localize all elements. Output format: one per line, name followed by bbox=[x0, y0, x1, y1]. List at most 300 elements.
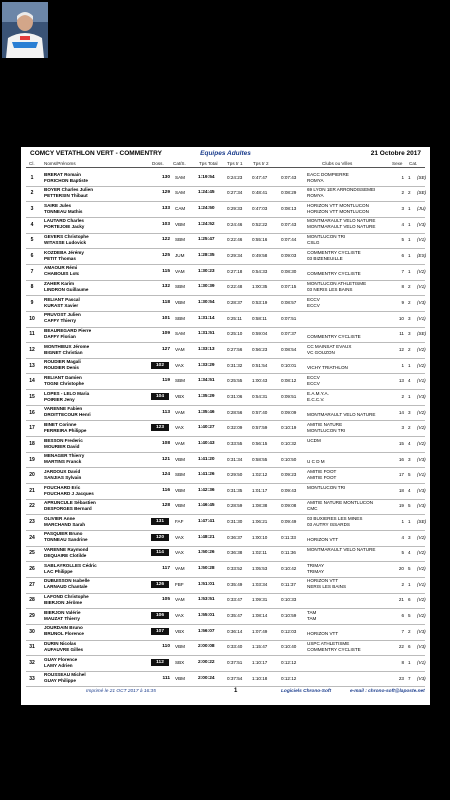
time-leg-1: 0:36:38 bbox=[227, 550, 243, 556]
club-name: USPC ATHLETISME bbox=[307, 641, 350, 646]
bib-number: 132 bbox=[161, 284, 170, 290]
rank-by-sex: 11 bbox=[399, 331, 404, 337]
age-category: (V2) bbox=[417, 597, 426, 603]
bib-number: 109 bbox=[161, 331, 170, 337]
total-time: 1:24:52 bbox=[198, 221, 215, 227]
table-row bbox=[26, 452, 425, 468]
time-leg-1: 0:29:33 bbox=[227, 206, 243, 212]
rank-by-category: 1 bbox=[408, 581, 411, 587]
total-time: 1:47:41 bbox=[198, 519, 215, 525]
rank: 17 bbox=[29, 425, 35, 432]
club-name: ROMYA bbox=[307, 193, 324, 199]
rank: 14 bbox=[29, 378, 35, 385]
category: VBX bbox=[175, 628, 185, 634]
athlete-name: BIERJON Jérôme bbox=[44, 600, 83, 606]
rank-by-sex: 8 bbox=[401, 284, 404, 290]
athlete-name: POIRIER Jeny bbox=[44, 396, 75, 402]
time-leg-2: 1:00:35 bbox=[252, 284, 268, 290]
total-time: 1:19:54 bbox=[198, 174, 215, 180]
team-names bbox=[44, 297, 80, 309]
rank: 3 bbox=[30, 206, 34, 213]
team-names bbox=[44, 625, 84, 637]
team-names bbox=[44, 406, 91, 418]
bib-number: 102 bbox=[151, 362, 169, 369]
team-clubs bbox=[307, 359, 348, 371]
time-leg-1: 0:28:59 bbox=[227, 503, 243, 509]
rank-by-category: 2 bbox=[408, 628, 411, 634]
table-row bbox=[26, 436, 425, 452]
age-category: (V1) bbox=[417, 315, 426, 321]
category: SAM bbox=[175, 174, 185, 180]
rank-by-sex: 6 bbox=[401, 613, 404, 618]
category: VBM bbox=[175, 675, 185, 681]
team-clubs bbox=[307, 187, 375, 199]
bib-number: 118 bbox=[162, 300, 170, 305]
time-leg-3: 0:09:09 bbox=[281, 409, 297, 415]
athlete-name: PRUVOST Julien bbox=[44, 312, 81, 318]
club-name: AMITIE FOOT bbox=[307, 474, 337, 480]
athlete-name: MARCHAND Sarah bbox=[44, 521, 86, 527]
table-row bbox=[26, 170, 425, 186]
rank: 23 bbox=[29, 519, 35, 526]
category: VAM bbox=[175, 268, 185, 274]
time-leg-2: 1:02:12 bbox=[252, 472, 268, 478]
team-names bbox=[44, 312, 81, 324]
total-time: 1:35:29 bbox=[198, 393, 215, 399]
athlete-name: RELIANT Damien bbox=[44, 374, 82, 380]
category: SBM bbox=[175, 284, 185, 290]
athlete-name: PASQUIER Bruno bbox=[44, 531, 83, 537]
athlete-name: BINET Corinne bbox=[44, 421, 77, 427]
time-leg-3: 0:07:37 bbox=[281, 331, 297, 337]
bib-number: 120 bbox=[151, 534, 169, 541]
team-clubs bbox=[307, 234, 345, 246]
time-leg-1: 0:35:47 bbox=[227, 613, 243, 618]
bib-number: 133 bbox=[161, 206, 170, 212]
race-date: 21 Octobre 2017 bbox=[370, 150, 421, 157]
club-name: 03 BUXIERES LES MINES bbox=[307, 515, 363, 521]
age-category: (V3) bbox=[417, 628, 426, 634]
time-leg-2: 0:56:15 bbox=[252, 440, 268, 446]
rank: 21 bbox=[29, 487, 35, 494]
age-category: (V3) bbox=[417, 487, 426, 493]
age-category: (V1) bbox=[417, 472, 426, 478]
team-clubs bbox=[307, 531, 338, 543]
total-time: 1:31:51 bbox=[198, 331, 215, 337]
team-clubs bbox=[307, 328, 361, 340]
time-leg-2: 0:59:04 bbox=[252, 331, 268, 337]
team-clubs bbox=[307, 203, 369, 215]
age-category: (V1) bbox=[417, 378, 426, 384]
col-cat: Cat/S. bbox=[173, 161, 186, 166]
rank-by-category: 5 bbox=[408, 503, 411, 509]
total-time: 1:41:20 bbox=[198, 456, 215, 462]
athlete-name: VARENNE Raymond bbox=[44, 547, 89, 553]
time-leg-1: 0:37:54 bbox=[227, 675, 243, 681]
rank-by-category: 1 bbox=[408, 362, 411, 368]
club-name bbox=[307, 444, 321, 450]
age-category: (SE) bbox=[417, 519, 427, 525]
category: VBM bbox=[175, 221, 185, 227]
bib-number: 104 bbox=[151, 393, 169, 400]
club-name: ECCV bbox=[307, 380, 320, 386]
athlete-name: BIGNET Christian bbox=[44, 349, 83, 355]
athlete-name: MAUZAT Thierry bbox=[44, 615, 80, 621]
age-category: (V3) bbox=[417, 675, 426, 681]
table-row bbox=[26, 546, 425, 562]
time-leg-3: 0:08:57 bbox=[281, 300, 297, 305]
athlete-name: GEVERS Christophe bbox=[44, 234, 89, 240]
age-category: (V3) bbox=[417, 503, 426, 509]
athlete-name: DAFFY Florian bbox=[44, 334, 76, 339]
athlete-name: DURIN Nicolas bbox=[44, 641, 77, 646]
rank-by-sex: 21 bbox=[398, 597, 404, 603]
rank: 15 bbox=[29, 393, 35, 400]
bib-number: 126 bbox=[151, 581, 169, 588]
team-clubs bbox=[307, 172, 349, 184]
rank: 10 bbox=[29, 315, 35, 322]
time-leg-2: 0:58:55 bbox=[252, 456, 268, 462]
club-name: HORIZON VTT bbox=[307, 537, 339, 543]
category-title: Equipes Adultes bbox=[200, 150, 251, 157]
team-names bbox=[44, 187, 93, 199]
rank-by-category: 3 bbox=[408, 456, 411, 462]
bib-number: 114 bbox=[151, 549, 169, 556]
time-leg-2: 0:56:23 bbox=[252, 346, 268, 352]
category: JUM bbox=[175, 253, 185, 259]
age-category: (V2) bbox=[417, 566, 426, 572]
page-number: 1 bbox=[234, 688, 238, 694]
rank-by-category: 3 bbox=[408, 534, 411, 540]
time-leg-1: 0:22:48 bbox=[227, 284, 243, 290]
rank-by-sex: 6 bbox=[401, 253, 404, 259]
team-names bbox=[44, 610, 81, 622]
time-leg-2: 0:54:33 bbox=[252, 268, 268, 274]
total-time: 1:48:21 bbox=[198, 534, 215, 540]
age-category: (V1) bbox=[417, 284, 426, 290]
athlete-name: SAIRE Jules bbox=[44, 202, 72, 208]
rank-by-sex: 12 bbox=[398, 346, 404, 352]
rank-by-sex: 1 bbox=[401, 362, 404, 368]
time-leg-3: 0:10:42 bbox=[281, 566, 297, 572]
table-row bbox=[26, 483, 425, 499]
team-names bbox=[44, 578, 90, 590]
team-names bbox=[44, 500, 96, 512]
team-names bbox=[44, 422, 86, 434]
team-clubs bbox=[307, 625, 338, 637]
rank-by-sex: 18 bbox=[398, 487, 404, 493]
rank-by-sex: 10 bbox=[398, 315, 404, 321]
bib-number: 119 bbox=[162, 378, 170, 384]
col-t2: Tps tr 2 bbox=[253, 161, 269, 166]
category: VAX bbox=[175, 550, 184, 556]
rank-by-category: 5 bbox=[408, 613, 411, 618]
club-name: 03 BIZENEUILLE bbox=[307, 255, 343, 261]
category: SBM bbox=[175, 378, 185, 384]
rank-by-category: 2 bbox=[408, 284, 411, 290]
team-names bbox=[44, 203, 82, 215]
rank-by-category: 3 bbox=[408, 315, 411, 321]
rank-by-sex: 23 bbox=[398, 675, 404, 681]
athlete-name: LOPES - LELO Maria bbox=[44, 390, 90, 396]
athlete-name: SANJIAS Sylvain bbox=[44, 474, 82, 480]
time-leg-3: 0:11:33 bbox=[281, 534, 296, 540]
rank-by-sex: 16 bbox=[398, 456, 404, 462]
rank-by-category: 4 bbox=[408, 487, 411, 493]
time-leg-3: 0:12:03 bbox=[281, 628, 297, 634]
rank-by-sex: 19 bbox=[398, 503, 404, 509]
total-time: 1:40:43 bbox=[198, 440, 215, 446]
athlete-name: AUFAUVRE Gilles bbox=[44, 647, 84, 652]
category: VAM bbox=[175, 346, 185, 352]
time-leg-3: 0:11:36 bbox=[281, 550, 296, 556]
rank: 9 bbox=[30, 300, 34, 306]
rank-by-sex: 5 bbox=[401, 237, 404, 243]
results-document bbox=[21, 147, 430, 705]
age-category: (V3) bbox=[417, 644, 426, 650]
age-category: (V2) bbox=[417, 268, 426, 274]
rank-by-category: 1 bbox=[408, 519, 411, 525]
rank: 13 bbox=[29, 362, 35, 369]
team-names bbox=[44, 657, 77, 669]
time-leg-2: 1:03:34 bbox=[252, 581, 268, 587]
category: VAM bbox=[175, 440, 185, 446]
age-category: (V1) bbox=[417, 237, 426, 243]
table-row bbox=[26, 593, 425, 609]
time-leg-3: 0:10:59 bbox=[281, 613, 297, 618]
time-leg-1: 0:27:56 bbox=[227, 346, 243, 352]
club-name: TAM bbox=[307, 615, 317, 621]
category: FAF bbox=[175, 519, 184, 525]
athlete-name: LAUTARD Charles bbox=[44, 218, 84, 224]
rank-by-category: 1 bbox=[408, 237, 411, 243]
rank-by-sex: 7 bbox=[401, 268, 404, 274]
athlete-name: ROUSSEAU Michel bbox=[44, 672, 86, 678]
time-leg-1: 0:32:09 bbox=[227, 425, 243, 431]
table-row bbox=[26, 624, 425, 640]
rank: 32 bbox=[29, 659, 35, 666]
time-leg-2: 1:05:53 bbox=[252, 566, 268, 572]
time-leg-1: 0:24:46 bbox=[227, 221, 243, 227]
club-name: ECCV bbox=[307, 374, 320, 380]
team-clubs bbox=[307, 500, 373, 512]
rank-by-sex: 15 bbox=[398, 440, 404, 446]
rank-by-category: 3 bbox=[408, 331, 411, 337]
category: VAM bbox=[175, 566, 185, 572]
team-clubs bbox=[307, 391, 329, 403]
time-leg-1: 0:33:52 bbox=[227, 566, 243, 572]
bib-number: 128 bbox=[161, 503, 170, 509]
athlete-name: LARNAUD Chantale bbox=[44, 584, 88, 590]
table-row bbox=[26, 671, 425, 687]
age-category: (V3) bbox=[417, 456, 426, 462]
time-leg-2: 0:55:16 bbox=[252, 237, 268, 243]
table-row bbox=[26, 233, 425, 249]
table-row bbox=[26, 561, 425, 577]
category: VBM bbox=[175, 300, 185, 305]
rank-by-sex: 3 bbox=[401, 425, 404, 431]
time-leg-3: 0:07:51 bbox=[281, 315, 297, 321]
rank-by-sex: 8 bbox=[401, 659, 404, 665]
table-row bbox=[26, 327, 425, 343]
table-row bbox=[26, 530, 425, 546]
bib-number: 123 bbox=[151, 424, 169, 431]
team-names bbox=[44, 672, 86, 684]
time-leg-2: 1:10:18 bbox=[252, 675, 268, 681]
athlete-name: SABLAYROLLES Cédric bbox=[44, 562, 97, 568]
total-time: 1:25:47 bbox=[198, 237, 215, 243]
athlete-name: JARDOUX David bbox=[44, 468, 81, 474]
rank-by-sex: 2 bbox=[401, 581, 404, 587]
time-leg-2: 1:00:43 bbox=[252, 378, 268, 384]
total-time: 1:35:46 bbox=[198, 409, 215, 415]
category: VAX bbox=[175, 534, 184, 540]
time-leg-1: 0:29:50 bbox=[227, 472, 243, 478]
time-leg-2: 0:53:19 bbox=[252, 300, 268, 305]
bib-number: 101 bbox=[161, 315, 170, 321]
time-leg-2: 0:49:58 bbox=[252, 253, 268, 259]
rank: 30 bbox=[29, 628, 35, 635]
total-time: 2:00:24 bbox=[198, 675, 215, 681]
rank: 20 bbox=[29, 472, 35, 479]
rank: 22 bbox=[29, 503, 35, 510]
team-names bbox=[44, 547, 88, 559]
category: VBM bbox=[175, 644, 185, 650]
club-name: COMMENTRY CYCLISTE bbox=[307, 249, 361, 255]
rank-by-category: 2 bbox=[408, 425, 411, 431]
table-row bbox=[26, 248, 425, 264]
time-leg-3: 0:07:43 bbox=[281, 174, 297, 180]
total-time: 1:24:50 bbox=[198, 206, 215, 212]
category: VAM bbox=[175, 409, 185, 415]
time-leg-3: 0:07:15 bbox=[281, 284, 297, 290]
rank: 27 bbox=[29, 581, 35, 588]
age-category: (JU) bbox=[417, 206, 426, 212]
rank-by-category: 4 bbox=[408, 440, 411, 446]
athlete-name: BOYER Charles Julien bbox=[44, 187, 94, 193]
team-clubs bbox=[307, 406, 375, 418]
athlete-name: PETIT Thomas bbox=[44, 255, 76, 261]
time-leg-2: 1:07:49 bbox=[252, 628, 268, 634]
time-leg-3: 0:10:01 bbox=[281, 362, 297, 368]
time-leg-3: 0:07:43 bbox=[281, 221, 297, 227]
rank-by-sex: 4 bbox=[401, 221, 404, 227]
athlete-name: LAFOND Christophe bbox=[44, 594, 89, 600]
club-name bbox=[307, 491, 345, 497]
athlete-name: LAMY Adrien bbox=[44, 662, 73, 668]
club-name: 03 NERIS LES BAINS bbox=[307, 287, 353, 293]
team-names bbox=[44, 453, 84, 465]
age-category: (V1) bbox=[417, 581, 426, 587]
rank: 16 bbox=[29, 409, 35, 416]
rank: 1 bbox=[30, 174, 34, 181]
team-names bbox=[44, 641, 83, 653]
athlete-name: GUAY Philippe bbox=[44, 678, 76, 684]
athlete-name: MARTINS Franck bbox=[44, 459, 82, 465]
club-name: CSLG bbox=[307, 240, 320, 246]
rank-by-sex: 1 bbox=[401, 174, 404, 180]
bib-number: 125 bbox=[161, 253, 170, 259]
athlete-name: DUBUISSON Isabelle bbox=[44, 578, 90, 584]
time-leg-3: 0:08:29 bbox=[281, 190, 297, 196]
category: SAM bbox=[175, 331, 185, 337]
time-leg-1: 0:25:10 bbox=[227, 331, 243, 337]
athlete-name: DEQUAIRE Clotilde bbox=[44, 553, 87, 559]
team-names bbox=[44, 531, 88, 543]
table-row bbox=[26, 577, 425, 593]
athlete-name: KOZDEBA Jérémy bbox=[44, 249, 84, 255]
athlete-name: TONNEAU Sandrine bbox=[44, 537, 88, 543]
club-name: TAM bbox=[307, 609, 317, 615]
age-category: (V2) bbox=[417, 409, 426, 415]
age-category: (V2) bbox=[417, 425, 426, 431]
col-clas: Cl. bbox=[29, 161, 35, 166]
club-name: MONTMARAULT VELO NATURE bbox=[307, 412, 376, 418]
avatar bbox=[2, 2, 48, 58]
athlete-name: FOUCHARD J Jacques bbox=[44, 490, 94, 496]
club-name: CMC bbox=[307, 506, 318, 512]
athlete-name: BIERJON Valérie bbox=[44, 609, 81, 615]
team-names bbox=[44, 281, 88, 293]
bib-number: 117 bbox=[162, 566, 170, 572]
col-rcat: Cat. bbox=[409, 161, 418, 166]
time-leg-1: 0:25:11 bbox=[227, 315, 242, 321]
total-time: 1:31:14 bbox=[198, 315, 215, 321]
age-category: (V2) bbox=[417, 613, 426, 618]
contact-email: e-mail : chrono-soft@laposte.net bbox=[350, 689, 425, 694]
category: VBM bbox=[175, 456, 185, 462]
rank: 7 bbox=[30, 268, 34, 275]
rank-by-sex: 2 bbox=[401, 190, 404, 196]
team-names bbox=[44, 563, 97, 575]
total-time: 1:30:39 bbox=[198, 284, 215, 290]
category: VAX bbox=[175, 425, 184, 431]
age-category: (V1) bbox=[417, 659, 426, 665]
table-row bbox=[26, 295, 425, 311]
table-row bbox=[26, 311, 425, 327]
table-row bbox=[26, 608, 425, 624]
time-leg-3: 0:12:12 bbox=[281, 659, 297, 665]
club-name: COMMENTRY CYCLISTE bbox=[307, 334, 361, 339]
team-clubs bbox=[307, 563, 324, 575]
time-leg-1: 0:31:06 bbox=[227, 393, 243, 399]
rank-by-sex: 3 bbox=[401, 206, 404, 212]
time-leg-3: 0:10:33 bbox=[281, 597, 297, 603]
team-clubs bbox=[307, 297, 320, 309]
bib-number: 108 bbox=[161, 440, 170, 446]
time-leg-3: 0:08:13 bbox=[281, 206, 297, 212]
team-names bbox=[44, 594, 89, 606]
rank-by-sex: 1 bbox=[401, 519, 404, 525]
col-sexe: Sexe bbox=[392, 161, 403, 166]
athlete-name: KURAST Xavier bbox=[44, 302, 79, 308]
table-row bbox=[26, 467, 425, 483]
rank-by-category: 2 bbox=[408, 346, 411, 352]
rank: 31 bbox=[29, 644, 35, 651]
club-name: MONTLUCON TRI bbox=[307, 234, 346, 240]
time-leg-1: 0:28:37 bbox=[227, 300, 243, 305]
club-name: CC MAINSAT EVAUX bbox=[307, 343, 352, 349]
team-clubs bbox=[307, 641, 361, 653]
rank: 28 bbox=[29, 597, 35, 604]
time-leg-3: 0:10:19 bbox=[281, 425, 297, 431]
time-leg-3: 0:09:51 bbox=[281, 393, 297, 399]
category: SBM bbox=[175, 472, 185, 478]
row-divider bbox=[26, 686, 425, 687]
time-leg-2: 1:09:31 bbox=[252, 597, 268, 603]
time-leg-1: 0:33:40 bbox=[227, 644, 243, 650]
club-name: VICHY TRIATHLON bbox=[307, 365, 348, 371]
